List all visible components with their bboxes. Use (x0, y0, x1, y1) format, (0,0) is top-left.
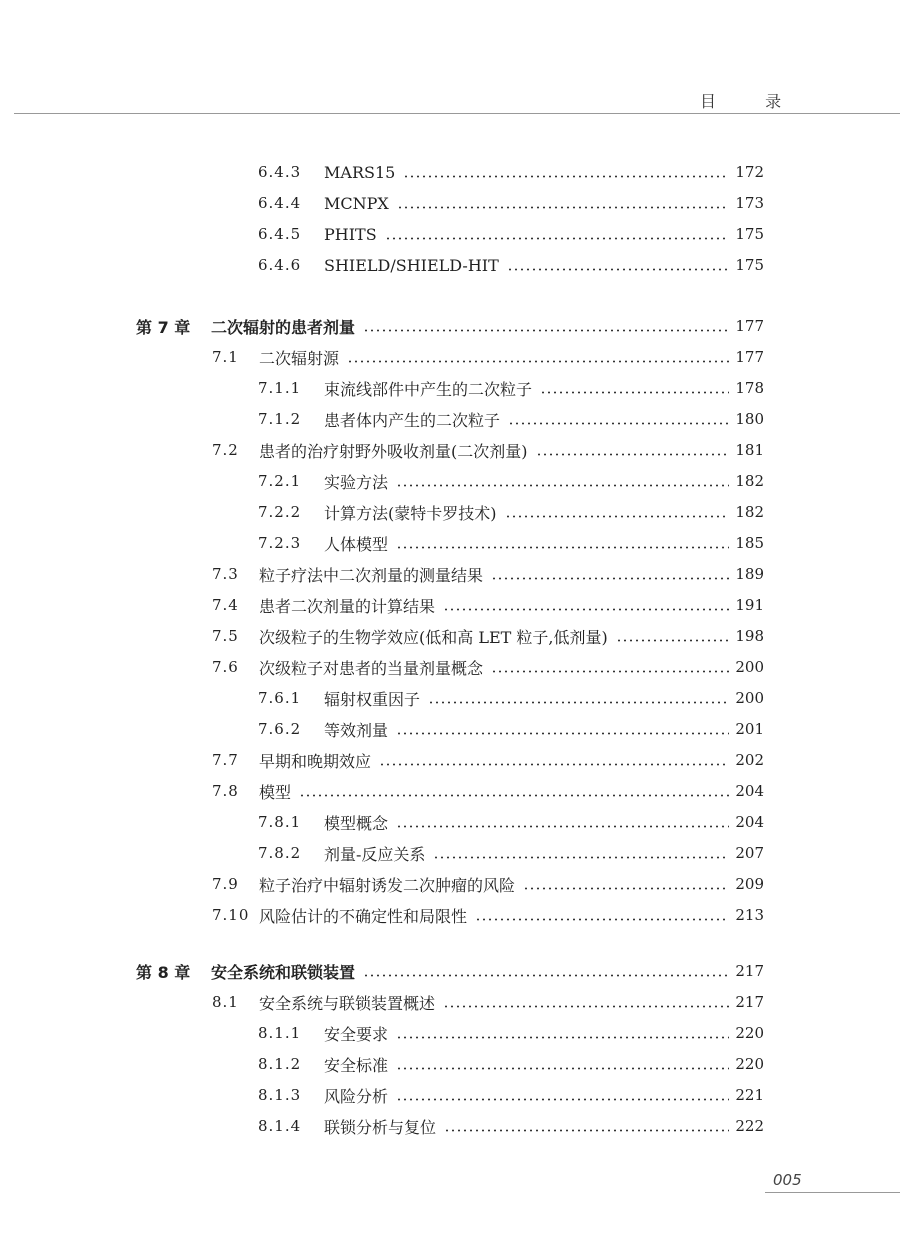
toc-entry-number: 7.8.1 (258, 813, 302, 831)
toc-subsection-entry[interactable] (258, 530, 764, 556)
dot-leader (433, 856, 729, 859)
toc-subsection-entry[interactable] (258, 406, 764, 432)
toc-section-entry[interactable] (212, 344, 764, 370)
toc-entry-page: 175 (735, 225, 764, 243)
toc-entry-page: 220 (735, 1024, 764, 1042)
toc-entry-number: 7.6.1 (258, 689, 302, 707)
dot-leader (396, 546, 729, 549)
toc-section-entry[interactable] (212, 747, 764, 773)
toc-entry-number: 7.8.2 (258, 844, 302, 862)
toc-entry-title: 早期和晚期效应 (259, 751, 372, 771)
toc-entry-title: 次级粒子对患者的当量剂量概念 (259, 658, 484, 678)
toc-entry-page: 181 (735, 441, 764, 459)
toc-section-entry[interactable] (212, 623, 764, 649)
toc-entry-page: 178 (735, 379, 764, 397)
dot-leader (379, 763, 729, 766)
toc-entry-title: 实验方法 (324, 472, 389, 492)
toc-entry-page: 173 (735, 194, 764, 212)
toc-entry-title: 安全系统和联锁装置 (211, 962, 356, 982)
toc-entry-number: 6.4.6 (258, 256, 302, 274)
toc-entry-title: 计算方法(蒙特卡罗技术) (324, 503, 497, 523)
toc-entry-page: 189 (735, 565, 764, 583)
toc-entry-page: 182 (735, 472, 764, 490)
toc-entry-page: 202 (735, 751, 764, 769)
toc-entry-page: 180 (735, 410, 764, 428)
toc-entry-number: 8.1.2 (258, 1055, 302, 1073)
toc-entry-title: 二次辐射的患者剂量 (211, 317, 356, 337)
toc-entry-number: 7.2.2 (258, 503, 302, 521)
toc-entry-number: 第 7 章 (136, 317, 191, 337)
toc-subsection-entry[interactable] (258, 1113, 764, 1139)
toc-chapter-entry[interactable] (136, 958, 764, 984)
dot-leader (403, 175, 729, 178)
dot-leader (363, 974, 729, 977)
toc-subsection-entry[interactable] (258, 159, 764, 185)
toc-entry-title: PHITS (324, 224, 377, 244)
toc-entry-number: 7.6 (212, 658, 239, 676)
toc-entry-number: 7.2.1 (258, 472, 302, 490)
toc-section-entry[interactable] (212, 778, 764, 804)
toc-entry-page: 220 (735, 1055, 764, 1073)
toc-entry-page: 175 (735, 256, 764, 274)
toc-entry-page: 200 (735, 658, 764, 676)
toc-entry-page: 207 (735, 844, 764, 862)
toc-entry-number: 7.2.3 (258, 534, 302, 552)
toc-entry-page: 177 (735, 348, 764, 366)
toc-section-entry[interactable] (212, 592, 764, 618)
toc-entry-title: 患者的治疗射野外吸收剂量(二次剂量) (259, 441, 528, 461)
toc-subsection-entry[interactable] (258, 685, 764, 711)
toc-subsection-entry[interactable] (258, 716, 764, 742)
toc-entry-title: 联锁分析与复位 (324, 1117, 437, 1137)
dot-leader (396, 825, 729, 828)
dot-leader (536, 453, 730, 456)
toc-entry-title: 次级粒子的生物学效应(低和高 LET 粒子,低剂量) (259, 627, 608, 647)
toc-entry-title: 粒子疗法中二次剂量的测量结果 (259, 565, 484, 585)
toc-entry-title: 等效剂量 (324, 720, 389, 740)
toc-entry-number: 8.1.3 (258, 1086, 302, 1104)
toc-entry-page: 204 (735, 813, 764, 831)
toc-entry-page: 213 (735, 906, 764, 924)
toc-entry-number: 7.1.1 (258, 379, 302, 397)
toc-entry-number: 8.1.4 (258, 1117, 302, 1135)
toc-entry-number: 7.6.2 (258, 720, 302, 738)
toc-section-entry[interactable] (212, 437, 764, 463)
toc-entry-title: 辐射权重因子 (324, 689, 421, 709)
toc-section-entry[interactable] (212, 654, 764, 680)
dot-leader (385, 237, 730, 240)
dot-leader (443, 1005, 729, 1008)
toc-entry-title: 模型 (259, 782, 292, 802)
running-header-title: 目 录 (700, 92, 804, 111)
dot-leader (540, 391, 729, 394)
dot-leader (508, 422, 729, 425)
toc-entry-title: 安全要求 (324, 1024, 389, 1044)
toc-entry-title: 人体模型 (324, 534, 389, 554)
toc-entry-page: 198 (735, 627, 764, 645)
toc-section-entry[interactable] (212, 561, 764, 587)
toc-subsection-entry[interactable] (258, 1051, 764, 1077)
toc-subsection-entry[interactable] (258, 840, 764, 866)
toc-entry-title: 剂量-反应关系 (324, 844, 426, 864)
toc-subsection-entry[interactable] (258, 499, 764, 525)
dot-leader (299, 794, 729, 797)
dot-leader (397, 206, 730, 209)
page-number: 005 (773, 1171, 802, 1189)
toc-section-entry[interactable] (212, 989, 764, 1015)
toc-subsection-entry[interactable] (258, 1082, 764, 1108)
dot-leader (491, 577, 729, 580)
toc-entry-title: 患者二次剂量的计算结果 (259, 596, 436, 616)
dot-leader (491, 670, 729, 673)
toc-entry-page: 204 (735, 782, 764, 800)
dot-leader (396, 1098, 729, 1101)
toc-entry-page: 209 (735, 875, 764, 893)
toc-entry-number: 8.1.1 (258, 1024, 302, 1042)
toc-entry-page: 222 (735, 1117, 764, 1135)
dot-leader (396, 1036, 729, 1039)
toc-entry-number: 7.9 (212, 875, 239, 893)
toc-entry-title: 二次辐射源 (259, 348, 340, 368)
toc-entry-page: 217 (735, 993, 764, 1011)
toc-entry-number: 7.5 (212, 627, 239, 645)
toc-entry-number: 7.10 (212, 906, 250, 924)
toc-entry-title: 安全系统与联锁装置概述 (259, 993, 436, 1013)
toc-entry-number: 6.4.5 (258, 225, 302, 243)
toc-entry-number: 第 8 章 (136, 962, 191, 982)
toc-entry-number: 6.4.3 (258, 163, 302, 181)
toc-entry-number: 7.1.2 (258, 410, 302, 428)
toc-chapter-entry[interactable] (136, 313, 764, 339)
dot-leader (347, 360, 729, 363)
toc-entry-page: 182 (735, 503, 764, 521)
dot-leader (443, 608, 729, 611)
toc-subsection-entry[interactable] (258, 809, 764, 835)
toc-entry-page: 191 (735, 596, 764, 614)
toc-subsection-entry[interactable] (258, 252, 764, 278)
toc-entry-title: 模型概念 (324, 813, 389, 833)
dot-leader (363, 329, 729, 332)
toc-entry-title: 风险分析 (324, 1086, 389, 1106)
toc-entry-number: 7.8 (212, 782, 239, 800)
dot-leader (396, 1067, 729, 1070)
dot-leader (507, 268, 730, 271)
toc-entry-number: 8.1 (212, 993, 239, 1011)
toc-entry-page: 217 (735, 962, 764, 980)
dot-leader (523, 887, 729, 890)
toc-entry-title: 患者体内产生的二次粒子 (324, 410, 501, 430)
toc-subsection-entry[interactable] (258, 190, 764, 216)
toc-entry-number: 6.4.4 (258, 194, 302, 212)
toc-entry-page: 177 (735, 317, 764, 335)
toc-subsection-entry[interactable] (258, 1020, 764, 1046)
dot-leader (396, 732, 729, 735)
toc-subsection-entry[interactable] (258, 468, 764, 494)
toc-entry-title: 束流线部件中产生的二次粒子 (324, 379, 533, 399)
toc-entry-title: 粒子治疗中辐射诱发二次肿瘤的风险 (259, 875, 516, 895)
toc-section-entry[interactable] (212, 902, 764, 928)
toc-entry-number: 7.7 (212, 751, 239, 769)
toc-section-entry[interactable] (212, 871, 764, 897)
toc-entry-number: 7.3 (212, 565, 239, 583)
dot-leader (396, 484, 729, 487)
footer-divider (765, 1192, 900, 1193)
toc-entry-title: SHIELD/SHIELD-HIT (324, 255, 499, 275)
dot-leader (505, 515, 730, 518)
toc-subsection-entry[interactable] (258, 375, 764, 401)
toc-entry-page: 172 (735, 163, 764, 181)
toc-entry-page: 201 (735, 720, 764, 738)
toc-entry-number: 7.2 (212, 441, 239, 459)
toc-entry-page: 185 (735, 534, 764, 552)
toc-entry-page: 221 (735, 1086, 764, 1104)
toc-entry-number: 7.1 (212, 348, 239, 366)
toc-entry-page: 200 (735, 689, 764, 707)
toc-entry-title: 风险估计的不确定性和局限性 (259, 906, 468, 926)
dot-leader (616, 639, 730, 642)
toc-subsection-entry[interactable] (258, 221, 764, 247)
dot-leader (444, 1129, 729, 1132)
toc-entry-title: 安全标准 (324, 1055, 389, 1075)
dot-leader (475, 918, 729, 921)
dot-leader (428, 701, 729, 704)
toc-entry-title: MARS15 (324, 162, 396, 182)
toc-entry-number: 7.4 (212, 596, 239, 614)
toc-entry-title: MCNPX (324, 193, 389, 213)
